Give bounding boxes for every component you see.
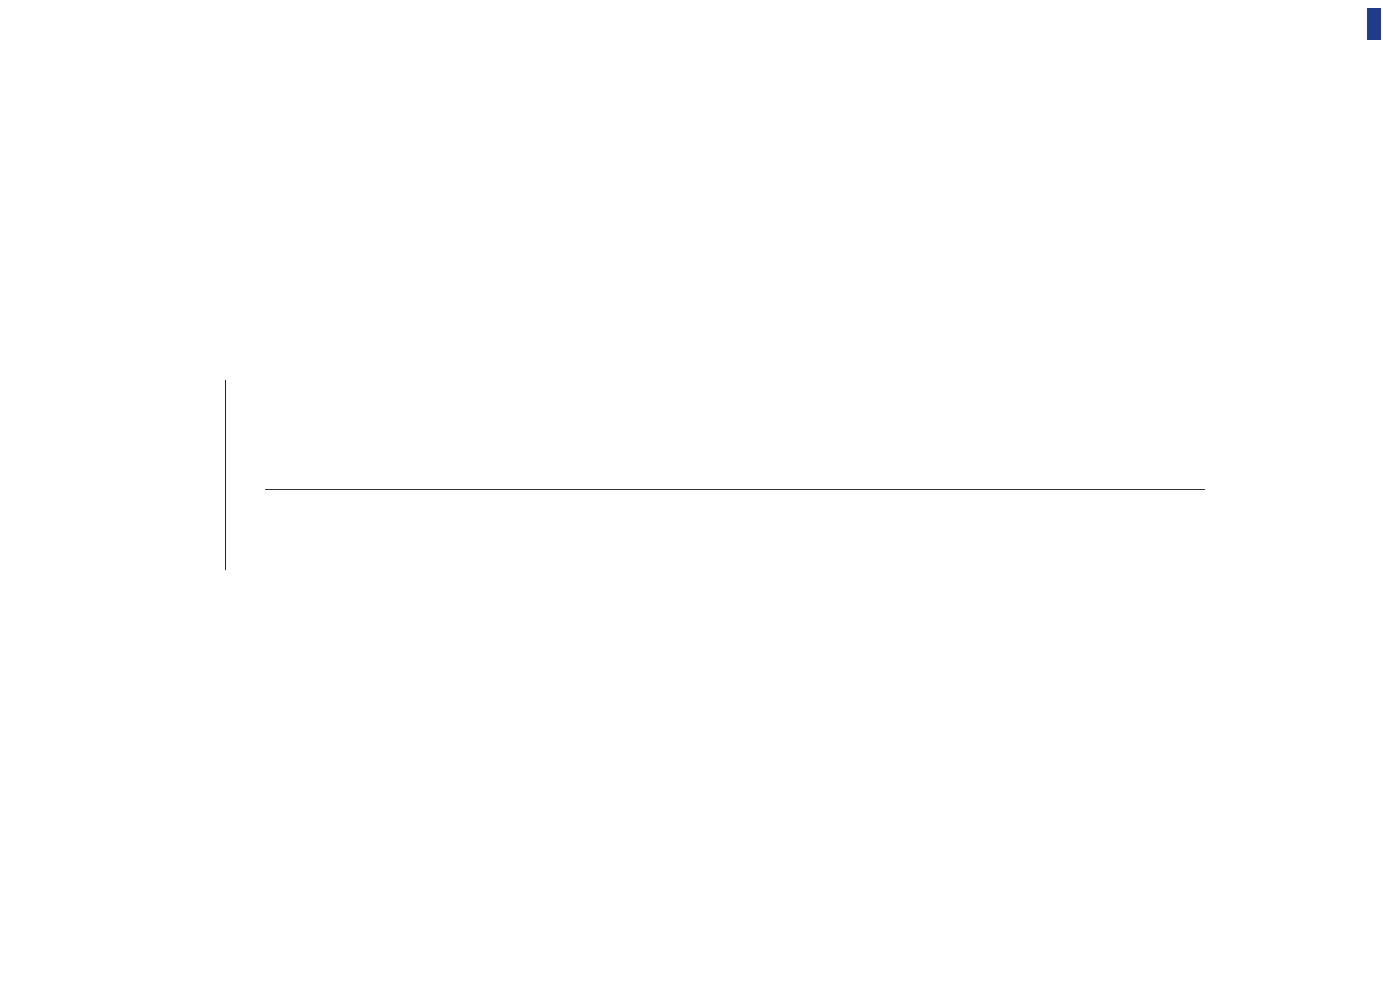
column-divider (265, 489, 1205, 490)
title-divider (225, 380, 226, 570)
dfg-logo (1367, 8, 1381, 40)
